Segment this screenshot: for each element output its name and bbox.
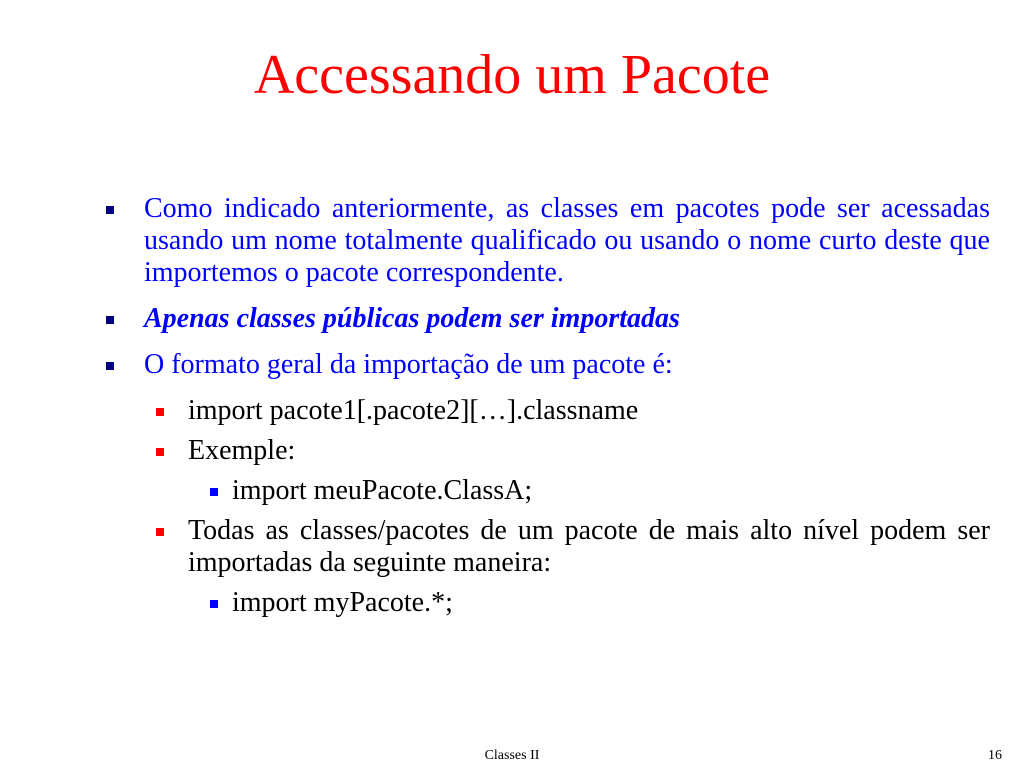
- square-bullet-icon: [156, 528, 164, 536]
- footer-title: Classes II: [484, 748, 540, 763]
- bullet-list: [100, 193, 990, 627]
- square-bullet-icon: [210, 488, 218, 496]
- bullet-text: import pacote1[.pacote2][…].classname: [188, 395, 639, 426]
- square-bullet-icon: [210, 600, 218, 608]
- bullet-item: [100, 349, 990, 381]
- square-bullet-icon: [156, 448, 164, 456]
- bullet-text: Exemple:: [188, 435, 296, 466]
- bullet-text: import meuPacote.ClassA;: [232, 475, 533, 506]
- bullet-text: Apenas classes públicas podem ser importadas: [144, 303, 680, 334]
- bullet-text: Todas as classes/pacotes de um pacote de mais alto nível podem ser importadas da seguinte maneira:: [188, 515, 990, 578]
- bullet-text: import myPacote.*;: [232, 587, 453, 618]
- square-bullet-icon: [106, 316, 114, 324]
- bullet-text: Como indicado anteriormente, as classes em pacotes pode ser acessadas usando um nome totalmente qualificado ou usando o nome curto deste que importemos o pacote correspondente.: [144, 193, 990, 288]
- sub-sub-bullet-item: [100, 587, 990, 619]
- square-bullet-icon: [156, 408, 164, 416]
- bullet-item: [100, 193, 990, 289]
- bullet-text: O formato geral da importação de um pacote é:: [144, 349, 673, 380]
- square-bullet-icon: [106, 362, 114, 370]
- sub-sub-bullet-item: [100, 475, 990, 507]
- square-bullet-icon: [106, 206, 114, 214]
- sub-bullet-item: [100, 515, 990, 579]
- sub-bullet-item: [100, 395, 990, 427]
- page-number: 16: [988, 748, 1002, 763]
- bullet-item: [100, 303, 990, 335]
- slide-title: Accessando um Pacote: [253, 44, 771, 106]
- sub-bullet-item: [100, 435, 990, 467]
